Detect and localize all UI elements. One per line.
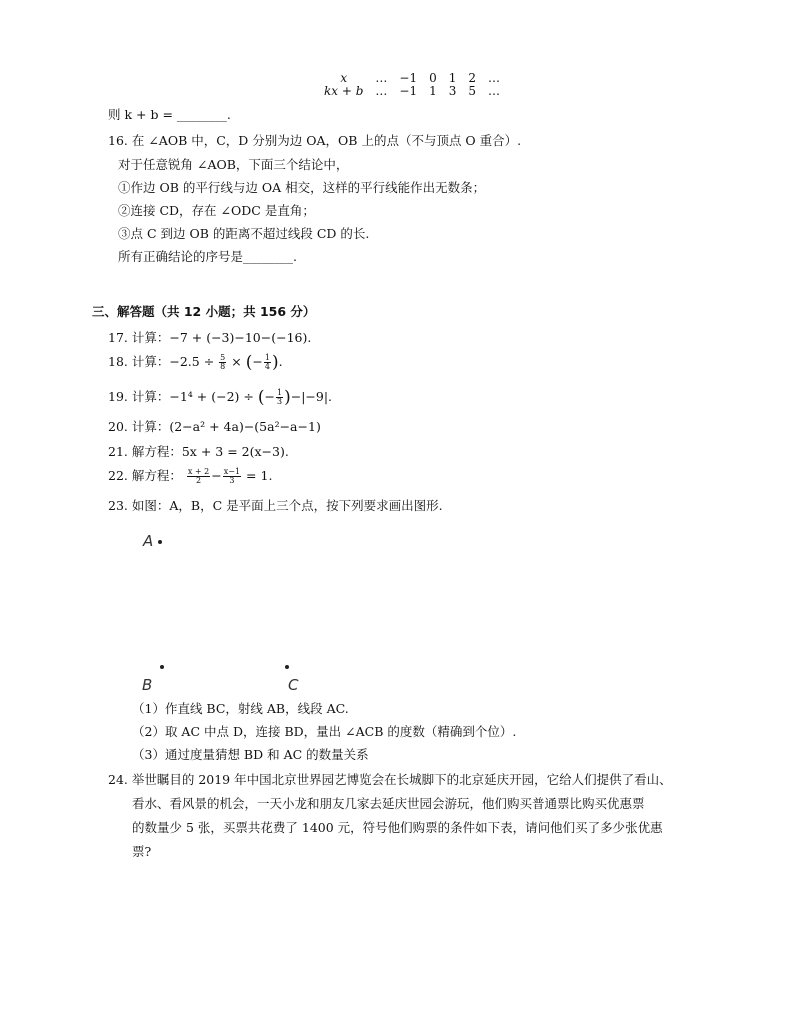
q24-line-2: 看水、看风景的机会，一天小龙和朋友几家去延庆世园会游玩，他们购买普通票比购买优惠票 bbox=[132, 796, 645, 811]
fraction bbox=[223, 468, 241, 485]
right-paren: ) bbox=[271, 352, 279, 373]
q15-tail: 则 k + b = ________. bbox=[108, 107, 231, 122]
denominator: 2 bbox=[196, 476, 202, 485]
table-cell: 2 bbox=[468, 71, 477, 85]
table-cell: … bbox=[488, 71, 501, 85]
numerator: x−1 bbox=[223, 467, 241, 476]
point-a-dot bbox=[158, 540, 162, 544]
minus-sign: − bbox=[264, 389, 275, 404]
point-c-label: C bbox=[288, 676, 299, 694]
table-cell: −1 bbox=[399, 84, 418, 98]
denominator: 8 bbox=[220, 362, 226, 371]
q19-end: −|−9|. bbox=[290, 389, 333, 404]
q20: 20. 计算：(2−a² + 4a)−(5a²−a−1) bbox=[108, 419, 321, 434]
q21: 21. 解方程：5x + 3 = 2(x−3). bbox=[108, 444, 289, 459]
section-heading: 三、解答题（共 12 小题；共 156 分） bbox=[92, 304, 316, 319]
numerator: 1 bbox=[276, 388, 283, 397]
table-cell: −1 bbox=[399, 71, 418, 85]
q16-stem: 16. 在 ∠AOB 中，C，D 分别为边 OA，OB 上的点（不与顶点 O 重合）. bbox=[108, 133, 522, 148]
point-b-dot bbox=[160, 665, 164, 669]
numerator: x + 2 bbox=[187, 467, 210, 476]
table-cell: 3 bbox=[448, 84, 457, 98]
q19 bbox=[108, 389, 332, 406]
table-cell: kx + b bbox=[324, 84, 364, 98]
left-paren: ( bbox=[257, 387, 265, 408]
q19-number: 19. bbox=[108, 389, 128, 404]
table-cell: … bbox=[375, 84, 388, 98]
table-row bbox=[318, 85, 506, 98]
value-table bbox=[318, 72, 506, 98]
denominator: 3 bbox=[229, 476, 235, 485]
fraction bbox=[219, 354, 226, 371]
numerator: 1 bbox=[264, 353, 270, 362]
q22-number: 22. bbox=[108, 468, 128, 483]
q18-number: 18. bbox=[108, 354, 128, 369]
table-cell: 0 bbox=[429, 71, 437, 85]
q23-stem: 23. 如图：A，B，C 是平面上三个点，按下列要求画出图形. bbox=[108, 498, 443, 513]
fraction bbox=[264, 354, 271, 371]
denominator: 3 bbox=[276, 397, 283, 406]
denominator: 4 bbox=[264, 362, 270, 371]
fraction bbox=[187, 468, 210, 485]
q24-line-4: 票? bbox=[132, 844, 152, 859]
period: . bbox=[278, 354, 283, 369]
minus-sign: − bbox=[211, 468, 222, 483]
q16-statement-2: ②连接 CD，存在 ∠ODC 是直角； bbox=[118, 203, 315, 218]
numerator: 5 bbox=[220, 353, 226, 362]
table-cell: 1 bbox=[448, 71, 457, 85]
table-cell: 5 bbox=[468, 84, 477, 98]
table-cell: x bbox=[340, 71, 348, 85]
q22-end: = 1. bbox=[246, 468, 273, 483]
q19-pre: 计算：−1⁴ + (−2) ÷ bbox=[131, 389, 254, 404]
q22-pre: 解方程： bbox=[131, 468, 182, 483]
minus-sign: − bbox=[252, 354, 263, 369]
times-sign: × bbox=[231, 354, 242, 369]
point-b-label: B bbox=[142, 676, 153, 694]
q18 bbox=[108, 354, 283, 371]
q22 bbox=[108, 468, 272, 485]
q24-line-3: 的数量少 5 张，买票共花费了 1400 元，符号他们购票的条件如下表，请问他们买了多少张优惠 bbox=[132, 820, 663, 835]
point-a-label: A bbox=[143, 532, 154, 550]
table-cell: … bbox=[488, 84, 501, 98]
q16-statement-1: ①作边 OB 的平行线与边 OA 相交，这样的平行线能作出无数条； bbox=[118, 180, 486, 195]
q18-pre: 计算：−2.5 ÷ bbox=[131, 354, 215, 369]
q23-part-3: （3）通过度量猜想 BD 和 AC 的数量关系 bbox=[132, 747, 369, 762]
q17: 17. 计算：−7 + (−3)−10−(−16). bbox=[108, 330, 312, 345]
point-c-dot bbox=[285, 665, 289, 669]
q24-line-1: 24. 举世瞩目的 2019 年中国北京世界园艺博览会在长城脚下的北京延庆开园，它给人们提供了看山、 bbox=[108, 772, 672, 787]
table-cell: 1 bbox=[429, 84, 437, 98]
q16-intro: 对于任意锐角 ∠AOB，下面三个结论中， bbox=[118, 157, 349, 172]
right-paren: ) bbox=[284, 387, 291, 408]
table-cell: … bbox=[375, 71, 388, 85]
q16-statement-3: ③点 C 到边 OB 的距离不超过线段 CD 的长. bbox=[118, 226, 370, 241]
q23-part-2: （2）取 AC 中点 D，连接 BD，量出 ∠ACB 的度数（精确到个位）. bbox=[132, 724, 517, 739]
q23-part-1: （1）作直线 BC，射线 AB，线段 AC. bbox=[132, 701, 349, 716]
left-paren: ( bbox=[245, 352, 253, 373]
fraction bbox=[276, 389, 283, 406]
q16-ask: 所有正确结论的序号是________. bbox=[118, 249, 297, 264]
